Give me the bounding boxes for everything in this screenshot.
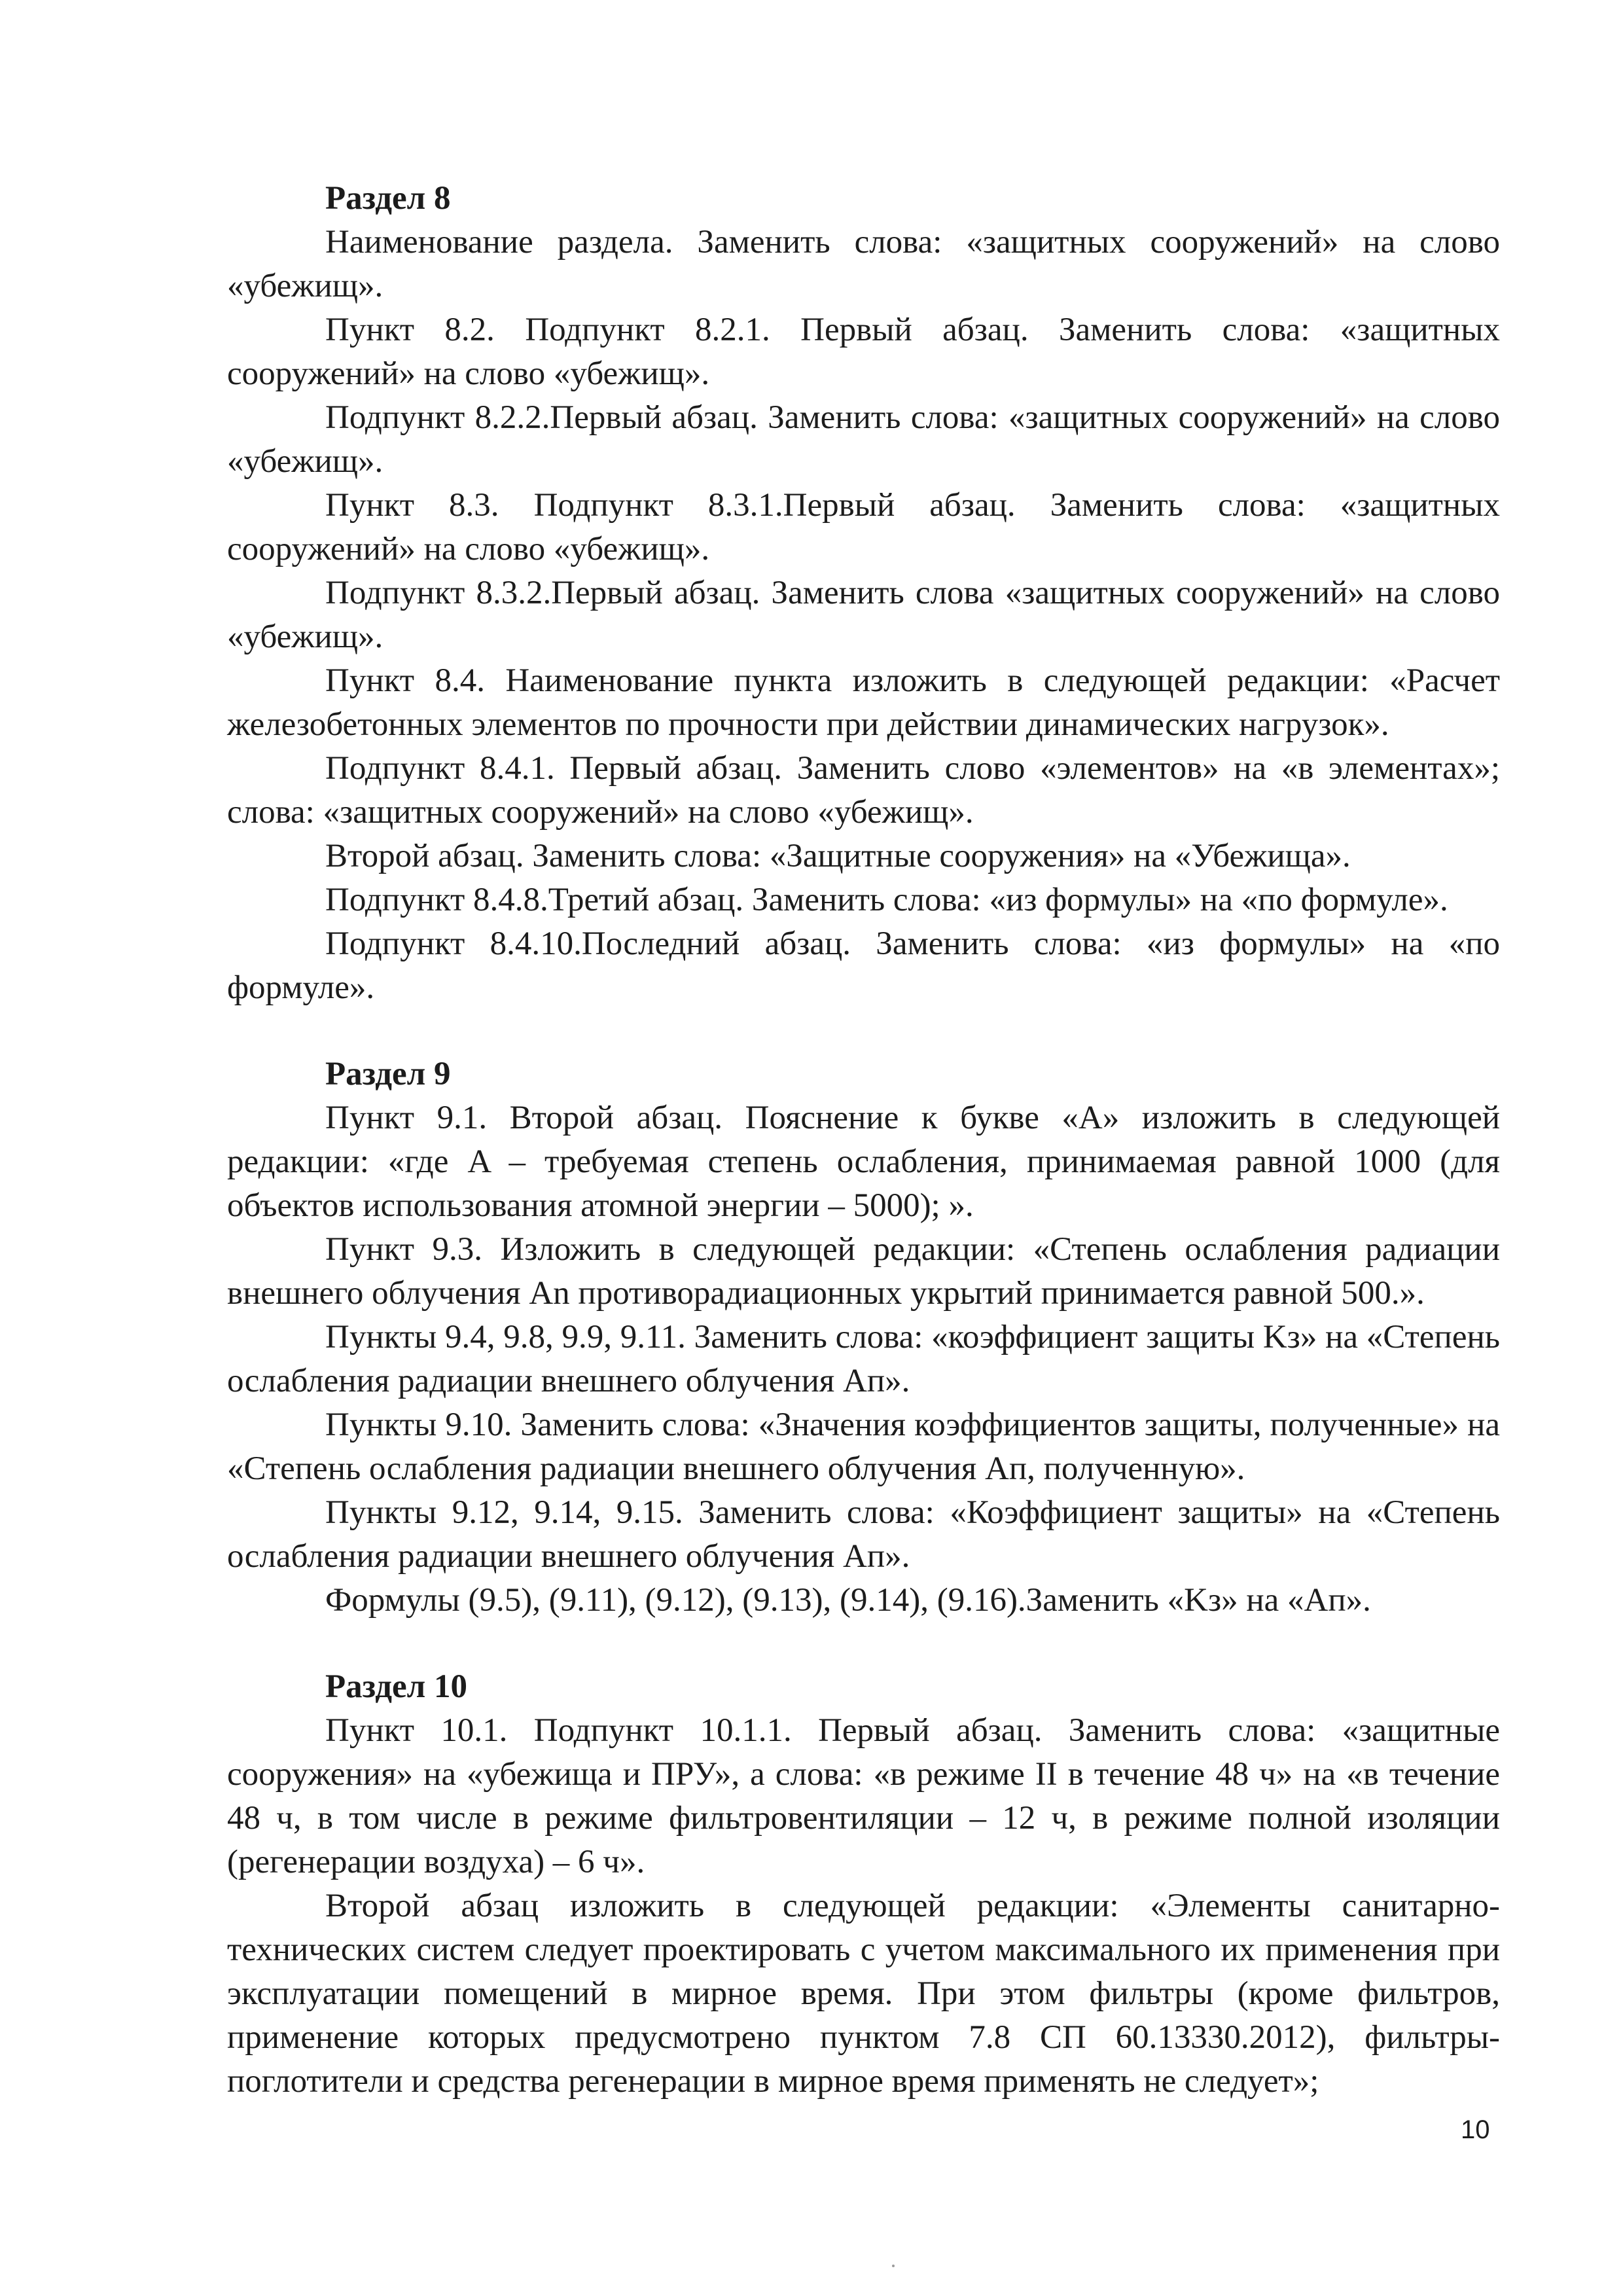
paragraph: Подпункт 8.4.10.Последний абзац. Заменить слова: «из формулы» на «по формуле».: [227, 925, 1500, 1006]
paragraph: Наименование раздела. Заменить слова: «защитных сооружений» на слово «убежищ».: [227, 224, 1500, 304]
paragraph: Пункт 8.3. Подпункт 8.3.1.Первый абзац. Заменить слова: «защитных сооружений» на слово «убежищ».: [227, 487, 1500, 567]
paragraph: Формулы (9.5), (9.11), (9.12), (9.13), (9.14), (9.16).Заменить «Kз» на «Aп».: [325, 1582, 1371, 1619]
paragraph: Пункты 9.4, 9.8, 9.9, 9.11. Заменить слова: «коэффициент защиты Kз» на «Степень ослабления радиации внешнего облучения Aп».: [227, 1319, 1501, 1399]
paragraph: Подпункт 8.3.2.Первый абзац. Заменить слова «защитных сооружений» на слово «убежищ».: [227, 575, 1500, 655]
paragraph: Второй абзац изложить в следующей редакции: «Элементы санитарно-технических систем следует проектировать с учетом максимального их применения при эксплуатации помещений в мирное время. При этом фильтры (кроме фильтров, применение которых предусмотрено пунктом 7.8 СП 60.13330.2012), фильтры-поглотители и средства регенерации в мирное время применять не следует»;: [227, 1888, 1500, 2100]
paragraph: Подпункт 8.4.8.Третий абзац. Заменить слова: «из формулы» на «по формуле».: [325, 882, 1448, 918]
section-9-title: Раздел 9: [325, 1056, 451, 1092]
paragraph: Пункт 10.1. Подпункт 10.1.1. Первый абзац. Заменить слова: «защитные сооружения» на «убежища и ПРУ», а слова: «в режиме II в течение 48 ч» на «в течение 48 ч, в том числе в режиме фильтровентиляции – 12 ч, в режиме полной изоляции (регенерации воздуха) – 6 ч».: [227, 1712, 1500, 1880]
paragraph: Пункт 8.4. Наименование пункта изложить в следующей редакции: «Расчет железобетонных элементов по прочности при действии динамических нагрузок».: [227, 662, 1500, 743]
paragraph: Подпункт 8.4.1. Первый абзац. Заменить слово «элементов» на «в элементах»; слова: «защитных сооружений» на слово «убежищ».: [227, 750, 1500, 831]
paragraph: Пункт 8.2. Подпункт 8.2.1. Первый абзац. Заменить слова: «защитных сооружений» на слово «убежищ».: [227, 312, 1500, 392]
section-9: [227, 1052, 1500, 1623]
section-10-title: Раздел 10: [325, 1668, 468, 1705]
paragraph: Пункты 9.10. Заменить слова: «Значения коэффициентов защиты, полученные» на «Степень ослабления радиации внешнего облучения Aп, полученную».: [227, 1407, 1500, 1487]
section-8: [227, 177, 1500, 1010]
paragraph: Пункты 9.12, 9.14, 9.15. Заменить слова: «Коэффициент защиты» на «Степень ослабления радиации внешнего облучения Aп».: [227, 1494, 1500, 1575]
scan-speck: [892, 2265, 895, 2267]
paragraph: Второй абзац. Заменить слова: «Защитные сооружения» на «Убежища».: [325, 838, 1351, 874]
paragraph: Пункт 9.3. Изложить в следующей редакции: «Степень ослабления радиации внешнего облучения An противорадиационных укрытий принимается равной 500.».: [227, 1231, 1500, 1312]
page-number: 10: [1461, 2115, 1490, 2144]
section-8-title: Раздел 8: [325, 180, 451, 217]
section-10: [227, 1665, 1500, 2104]
document-page: [227, 177, 1500, 2104]
paragraph: Пункт 9.1. Второй абзац. Пояснение к букве «A» изложить в следующей редакции: «где A – требуемая степень ослабления, принимаемая равной 1000 (для объектов использования атомной энергии – 5000); ».: [227, 1100, 1500, 1224]
paragraph: Подпункт 8.2.2.Первый абзац. Заменить слова: «защитных сооружений» на слово «убежищ».: [227, 399, 1500, 480]
